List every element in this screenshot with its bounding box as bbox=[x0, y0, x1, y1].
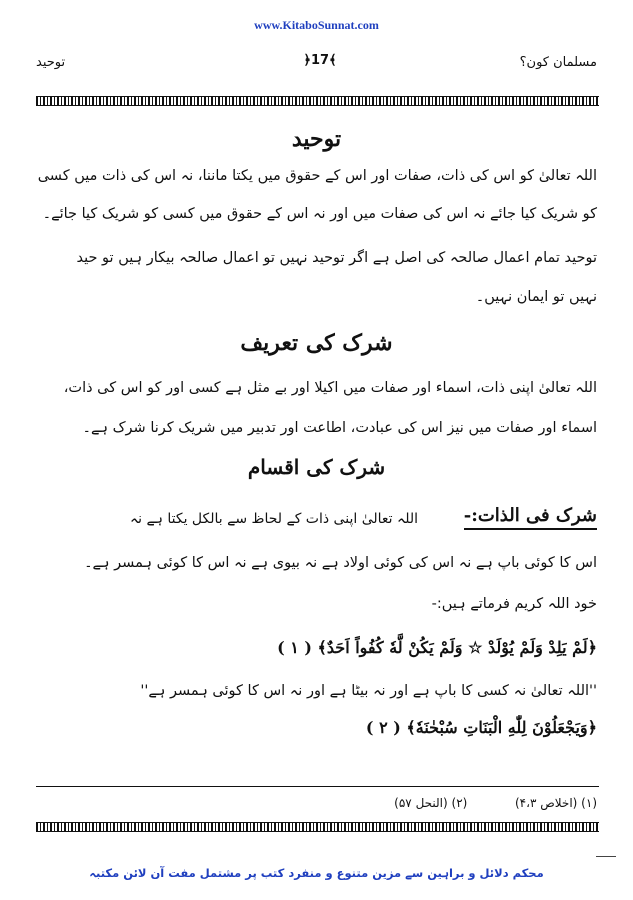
page-number: ﴿17﴾ bbox=[303, 53, 337, 68]
heading-shirk-definition: شرک کی تعریف bbox=[240, 330, 393, 356]
running-title-right: مسلمان کون؟ bbox=[519, 55, 597, 70]
footer-banner[interactable]: محکم دلائل و براہین سے مزین متنوع و منفرد کتب پر مشتمل مفت آن لائن مکتبہ bbox=[89, 866, 544, 880]
decorative-border-top bbox=[36, 96, 599, 106]
footnotes bbox=[394, 796, 597, 810]
footnote-divider bbox=[36, 786, 599, 787]
shirk-fi-dhat-intro: اللہ تعالیٰ اپنی ذات کے لحاظ سے بالکل یکتا ہے نہ bbox=[129, 511, 418, 527]
margin-mark bbox=[596, 856, 616, 857]
ayah-2: ﴿وَيَجْعَلُوْنَ لِلّٰهِ الْبَنَاتِ سُبْحٰنَهٗ﴾ ( ۲ ) bbox=[365, 718, 597, 737]
shirk-def-line-2: اسماء اور صفات میں نیز اس کی عبادت، اطاعت اور تدبیر میں شریک کرنا شرک ہے۔ bbox=[82, 420, 597, 436]
heading-shirk-types: شرک کی اقسام bbox=[247, 455, 386, 479]
running-title-left: توحید bbox=[36, 55, 66, 70]
shirk-types-line-1: اس کا کوئی باپ ہے نہ اس کی کوئی اولاد ہے نہ بیوی ہے نہ اس کا کوئی ہمسر ہے۔ bbox=[84, 555, 597, 571]
shirk-def-line-1: اللہ تعالیٰ اپنی ذات، اسماء اور صفات میں اکیلا اور بے مثل ہے کسی اور کو اس کی ذات، bbox=[63, 380, 597, 396]
subheading-shirk-fi-dhat: شرک فی الذات:- bbox=[464, 505, 597, 530]
tawheed-line-2: کو شریک کیا جائے نہ اس کی صفات میں اور نہ اس کے حقوق میں کسی کو شریک کیا جائے۔ bbox=[42, 206, 597, 222]
heading-tawheed: توحید bbox=[291, 126, 342, 152]
tawheed-line-3: توحید تمام اعمال صالحہ کی اصل ہے اگر توحید نہیں تو اعمال صالحہ بیکار ہیں تو حید bbox=[76, 250, 597, 266]
decorative-border-bottom bbox=[36, 822, 599, 832]
tawheed-line-1: اللہ تعالیٰ کو اس کی ذات، صفات اور اس کے حقوق میں یکتا ماننا، نہ اس کی ذات میں کسی bbox=[37, 168, 597, 184]
shirk-types-line-2: خود اللہ کریم فرماتے ہیں:- bbox=[431, 596, 597, 612]
ayah-1: ﴿لَمْ يَلِدْ وَلَمْ يُوْلَدْ ☆ وَلَمْ يَكُنْ لَّهٗ كُفُواً اَحَدٌ﴾ ( ۱ ) bbox=[277, 638, 597, 657]
tawheed-line-4: نہیں تو ایمان نہیں۔ bbox=[475, 289, 597, 305]
site-url[interactable]: www.KitaboSunnat.com bbox=[254, 18, 379, 32]
footnote-2: (۲) (النحل ۵۷) bbox=[394, 796, 468, 810]
footnote-1: (۱) (اخلاص ۴،۳) bbox=[514, 796, 597, 810]
ayah-1-translation: ''اللہ تعالیٰ نہ کسی کا باپ ہے اور نہ بیٹا ہے اور نہ اس کا کوئی ہمسر ہے'' bbox=[140, 683, 597, 699]
